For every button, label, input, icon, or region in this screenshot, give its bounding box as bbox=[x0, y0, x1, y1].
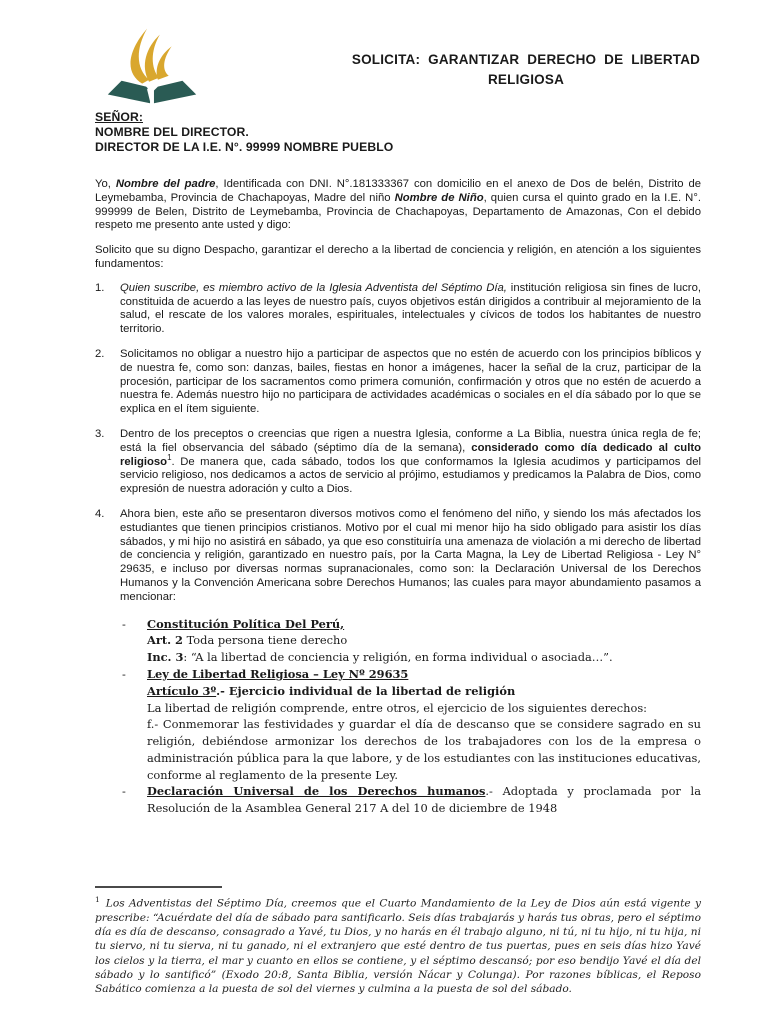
article-label: Artículo 3º bbox=[147, 683, 217, 698]
ref-title: Declaración Universal de los Derechos humanos bbox=[147, 784, 486, 799]
footnote-text: Los Adventistas del Séptimo Día, creemos que el Cuarto Mandamiento de la Ley de Dios aún está vigente y prescribe: “Acuérdate del día de sábado para santificarlo. Seis días trabajarás y harás tus obras, pero el séptimo día es día de descanso, consagrado a Yavé, tu Dios, y no harás en él trabajo alguno, ni tú, ni tu hijo, ni tu hija, ni tu siervo, ni tu sierva, ni tu ganado, ni el extranjero que esté dentro de tus puertas, pues en seis días hizo Yavé los cielos y la tierra, el mar y cuanto en ellos se contiene, y el séptimo descansó; por eso bendijo Yavé el día del sábado y lo santificó” (Exodo 20:8, Santa Biblia, versión Nácar y Colunga). Por razones bíblicas, el Reposo Sabático comienza a la puesta de sol del viernes y culmina a la puesta de sol del sábado. bbox=[95, 897, 701, 996]
item-text: Quien suscribe, es miembro activo de la Iglesia Adventista del Séptimo Día, institución religiosa sin fines de lucro, constituida de acuerdo a las leyes de nuestro país, cuyos objetivos están dirigidos a contribuir al mejoramiento de la salud, el rescate de los valores morales, espirituales, intelectuales y cívicos de todos los habitantes de nuestro territorio. bbox=[120, 281, 701, 336]
flame-icon bbox=[130, 29, 171, 84]
parent-name-placeholder: Nombre del padre bbox=[115, 178, 216, 190]
request-paragraph: Solicito que su digno Despacho, garantizar el derecho a la libertad de conciencia y religión, en atención a los siguientes fundamentos: bbox=[95, 244, 701, 270]
item-text: Solicitamos no obligar a nuestro hijo a participar de aspectos que no estén de acuerdo con los principios bíblicos y de nuestra fe, como son: danzas, bailes, fiestas en honor a imágenes, hacer la señal de la cruz, participar de la procesión, participar de los sacramentos como primera comunión, confirmación y otros que no estén de acuerdo a nuestra fe. Además nuestro hijo no participara de actividades académicas o sociales en el día sábado por lo que se explica en el ítem siguiente. bbox=[120, 347, 701, 416]
ref-title: Constitución Política Del Perú, bbox=[147, 616, 345, 631]
clause-f: f.- Conmemorar las festividades y guardar el día de descanso que se considere sagrado en su religión, debiéndose armonizar los derechos de los trabajadores con los de la empresa o administración pública para la que labore, y de los estudiantes con las instituciones educativas, conforme al reglamento de la presente Ley. bbox=[147, 717, 701, 782]
ref-title: Ley de Libertad Religiosa – Ley Nº 29635 bbox=[147, 666, 409, 681]
dash-bullet: - bbox=[122, 784, 126, 799]
list-item-4 bbox=[95, 508, 701, 605]
item-number: 3. bbox=[95, 427, 105, 440]
article-body: La libertad de religión comprende, entre otros, el ejercicio de los siguientes derechos: bbox=[147, 700, 648, 715]
inciso-text: : “A la libertad de conciencia y religión, en forma individual o asociada…”. bbox=[183, 650, 613, 665]
list-item-1 bbox=[95, 282, 701, 337]
item-number: 2. bbox=[95, 347, 105, 360]
footnote-block bbox=[95, 886, 701, 997]
intro-run: , quien cursa el quinto grado en la I.E. N°. 999999 de Belen, Distrito de Leymebamba, Provincia de Chachapoyas, Departamento de Amazonas, Con el debido respeto me presento ante usted y digo: bbox=[95, 191, 701, 232]
dash-bullet: - bbox=[122, 616, 126, 631]
child-name-placeholder: Nombre de Niño bbox=[394, 191, 484, 204]
footnote-reference: 1 bbox=[167, 452, 172, 462]
open-book-icon bbox=[108, 81, 196, 104]
article-title: .- Ejercicio individual de la libertad de religión bbox=[216, 683, 516, 698]
ref-constitucion bbox=[122, 616, 701, 666]
inciso-label: Inc. 3 bbox=[147, 650, 184, 665]
item-number: 1. bbox=[95, 281, 105, 294]
ref-ley-libertad bbox=[122, 666, 701, 784]
recipient-name: NOMBRE DEL DIRECTOR. bbox=[95, 125, 249, 140]
intro-run: , Identificada con DNI. N°.181333367 con domicilio en el anexo de Dos de belén, Distrito de Leymebamba, Provincia de Chachapoyas, Madre del niño bbox=[95, 178, 702, 204]
list-item-2 bbox=[95, 348, 701, 417]
legal-references bbox=[95, 616, 701, 818]
document-body bbox=[95, 178, 701, 817]
recipient-role: DIRECTOR DE LA I.E. N°. 99999 NOMBRE PUEBLO bbox=[95, 140, 394, 155]
list-item-3 bbox=[95, 428, 701, 497]
item-text: Dentro de los preceptos o creencias que rigen a nuestra Iglesia, conforme a La Biblia, nuestra única regla de fe; está la fiel observancia del sábado (séptimo día de la semana), considerado como día dedicado al culto religioso$^1$. De manera que, cada sábado, todos los que conformamos la Iglesia acudimos y participamos del servicio religioso, nos dedicamos a actos de servicio al prójimo, estudiamos y predicamos la Palabra de Dios, como expresión de nuestra adoración y culto a Dios. bbox=[120, 427, 701, 496]
recipient-salutation: SEÑOR: bbox=[95, 110, 143, 124]
item-number: 4. bbox=[95, 507, 105, 520]
footnote-marker: 1 bbox=[95, 895, 100, 904]
item-text: Ahora bien, este año se presentaron diversos motivos como el fenómeno del niño, y siendo los más afectados los estudiantes que tienen principios cristianos. Motivo por el cual mi menor hijo ha sido obligado para asistir los días sábados, y mi hijo no asistirá en sábado, ya que eso constituiría una amenaza de violación a mi derecho de libertad de conciencia y religión, garantizado en nuestro país, por la Carta Magna, la Ley de Libertad Religiosa - Ley N° 29635, e incluso por diversas normas supranacionales, como son: la Declaración Universal de los Derechos Humanos y la Convención Americana sobre Derechos Humanos; las cuales para mayor abundamiento pasamos a mencionar: bbox=[120, 507, 701, 603]
intro-paragraph bbox=[95, 178, 701, 233]
article-text: Toda persona tiene derecho bbox=[182, 633, 348, 648]
footnote-separator bbox=[95, 886, 222, 888]
intro-run: Yo, bbox=[95, 178, 116, 190]
document-title: SOLICITA: GARANTIZAR DERECHO DE LIBERTAD RELIGIOSA bbox=[351, 52, 701, 87]
dash-bullet: - bbox=[122, 666, 126, 681]
ref-text: .- Adoptada y proclamada por la Resolución de la Asamblea General 217 A del 10 de diciembre de 1948 bbox=[147, 784, 701, 816]
adventist-church-logo bbox=[98, 22, 206, 108]
recipient-block bbox=[95, 110, 393, 156]
article-label: Art. 2 bbox=[147, 633, 183, 648]
ref-declaracion bbox=[122, 783, 701, 817]
